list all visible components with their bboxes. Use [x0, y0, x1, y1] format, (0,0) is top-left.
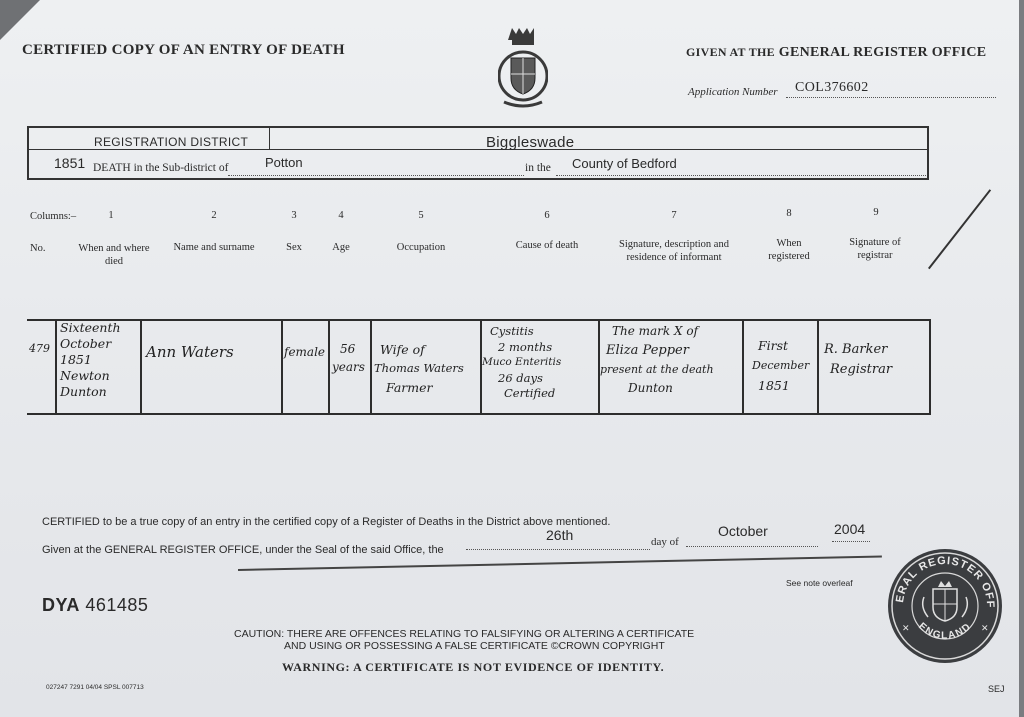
when-day: Sixteenth	[60, 320, 121, 335]
svg-text:ENGLAND: ENGLAND	[916, 620, 974, 642]
column-sex-title: Sex	[286, 242, 302, 253]
death-in-subdistrict-text: DEATH in the Sub-district of	[93, 162, 229, 174]
informant-line: The mark X of	[612, 324, 699, 338]
column-number: 4	[338, 210, 344, 221]
subdistrict-dotline	[228, 175, 524, 176]
cause-line: 26 days	[498, 370, 543, 385]
informant-line: Dunton	[628, 381, 673, 395]
where-place: Newton	[60, 368, 110, 383]
print-code: 027247 7291 04/04 SPSL 007713	[46, 684, 144, 691]
registered-year: 1851	[758, 378, 790, 393]
registrar-title: Registrar	[830, 362, 893, 377]
table-divider	[140, 319, 142, 415]
office-name: GENERAL REGISTER OFFICE	[778, 45, 987, 60]
background-edge	[1019, 0, 1024, 717]
column-when-registered-title: When registered	[768, 238, 810, 262]
column-no-title: No.	[30, 243, 46, 254]
district-vrule	[269, 128, 270, 149]
year-dotline	[832, 541, 870, 542]
entry-registrar	[824, 340, 892, 380]
columns-label: Columns:–	[30, 211, 77, 222]
table-divider	[328, 319, 330, 415]
where-village: Dunton	[60, 384, 107, 399]
informant-line: Eliza Pepper	[606, 343, 689, 358]
column-registrar-title: Signature of registrar	[849, 237, 901, 261]
county-dotline	[556, 175, 926, 176]
application-number-label: Application Number	[688, 86, 778, 98]
entry-when-where	[60, 320, 121, 400]
certification-month: October	[718, 523, 768, 539]
office-heading	[686, 45, 986, 61]
table-divider	[742, 319, 744, 415]
cause-line: Certified	[504, 386, 556, 400]
column-number: 7	[671, 210, 677, 221]
entry-occupation	[374, 340, 464, 397]
given-statement: Given at the GENERAL REGISTER OFFICE, under the Seal of the said Office, the	[42, 544, 444, 556]
registered-month: December	[752, 359, 810, 372]
serial-prefix: DYA	[42, 595, 80, 615]
month-dotline	[686, 546, 818, 547]
column-number: 5	[418, 210, 424, 221]
when-year: 1851	[60, 352, 92, 367]
column-number: 3	[291, 210, 297, 221]
registration-district-label: REGISTRATION DISTRICT	[94, 135, 249, 149]
column-number: 9	[873, 207, 879, 218]
entry-when-registered	[752, 336, 809, 396]
registration-district-name: Biggleswade	[486, 134, 575, 151]
caution-line: CAUTION: THERE ARE OFFENCES RELATING TO FALSIFYING OR ALTERING A CERTIFICATE	[234, 628, 695, 640]
occupation-line: Wife of	[380, 342, 425, 357]
table-divider	[817, 319, 819, 415]
certification-year: 2004	[834, 521, 866, 537]
certificate-serial	[42, 595, 148, 616]
death-year: 1851	[54, 155, 86, 171]
general-register-office-seal-icon	[886, 547, 1004, 670]
background-corner	[0, 0, 40, 40]
given-at-text: GIVEN AT THE	[686, 45, 775, 59]
caution-line: AND USING OR POSSESSING A FALSE CERTIFICATE ©CROWN COPYRIGHT	[284, 640, 665, 652]
see-note-overleaf: See note overleaf	[786, 578, 853, 588]
column-when-where-title: When and where died	[78, 243, 150, 267]
svg-text:✕: ✕	[981, 623, 989, 633]
signature-rule	[238, 556, 882, 571]
district-midrule	[29, 149, 927, 150]
cause-line: Cystitis	[490, 324, 534, 338]
svg-text:✕: ✕	[902, 623, 910, 633]
registrar-name: R. Barker	[824, 342, 888, 357]
informant-line: present at the death	[600, 363, 714, 376]
county-name: County of Bedford	[572, 156, 677, 171]
column-number: 2	[211, 210, 217, 221]
serial-number: 461485	[85, 595, 149, 615]
entry-cause	[482, 324, 561, 402]
column-name-title: Name and surname	[173, 242, 255, 253]
column-age-title: Age	[332, 242, 350, 253]
svg-text:GENERAL REGISTER OFFICE: ERAL REGISTER OFF	[894, 554, 997, 609]
day-of-text: day of	[651, 536, 679, 548]
column-cause-title: Cause of death	[515, 240, 579, 251]
certificate-title: CERTIFIED COPY OF AN ENTRY OF DEATH	[22, 42, 345, 58]
when-month: October	[60, 336, 112, 351]
cause-line: 2 months	[498, 339, 553, 354]
entry-age	[332, 340, 365, 376]
day-dotline	[466, 549, 650, 550]
entry-name: Ann Waters	[146, 343, 234, 361]
corner-code: SEJ	[988, 684, 1005, 694]
column-number: 6	[544, 210, 550, 221]
table-divider	[55, 319, 57, 415]
subdistrict-name: Potton	[265, 155, 303, 170]
cancellation-stroke	[928, 189, 991, 269]
certified-statement: CERTIFIED to be a true copy of an entry in the certified copy of a Register of Deaths in the District above mentioned.	[42, 516, 611, 528]
cause-line: Muco Enteritis	[482, 356, 562, 368]
age-value: 56	[340, 342, 356, 356]
entry-number: 479	[29, 342, 50, 355]
royal-coat-of-arms-icon	[498, 24, 548, 113]
column-number: 1	[108, 210, 114, 221]
column-number: 8	[786, 208, 792, 219]
entry-informant	[600, 322, 714, 398]
table-divider	[370, 319, 372, 415]
caution-notice	[234, 628, 694, 652]
table-divider	[281, 319, 283, 415]
certification-day: 26th	[546, 527, 574, 543]
identity-warning: WARNING: A CERTIFICATE IS NOT EVIDENCE OF IDENTITY.	[282, 660, 665, 674]
occupation-line: Thomas Waters	[374, 361, 464, 375]
entry-sex: female	[284, 345, 326, 359]
occupation-line: Farmer	[386, 380, 433, 395]
application-dotline	[786, 97, 996, 98]
column-occupation-title: Occupation	[396, 242, 446, 253]
application-number: COL376602	[795, 80, 869, 95]
column-informant-title: Signature, description and residence of informant	[619, 239, 729, 263]
registered-day: First	[758, 338, 789, 353]
age-unit: years	[332, 360, 365, 374]
in-the-text: in the	[525, 162, 551, 174]
